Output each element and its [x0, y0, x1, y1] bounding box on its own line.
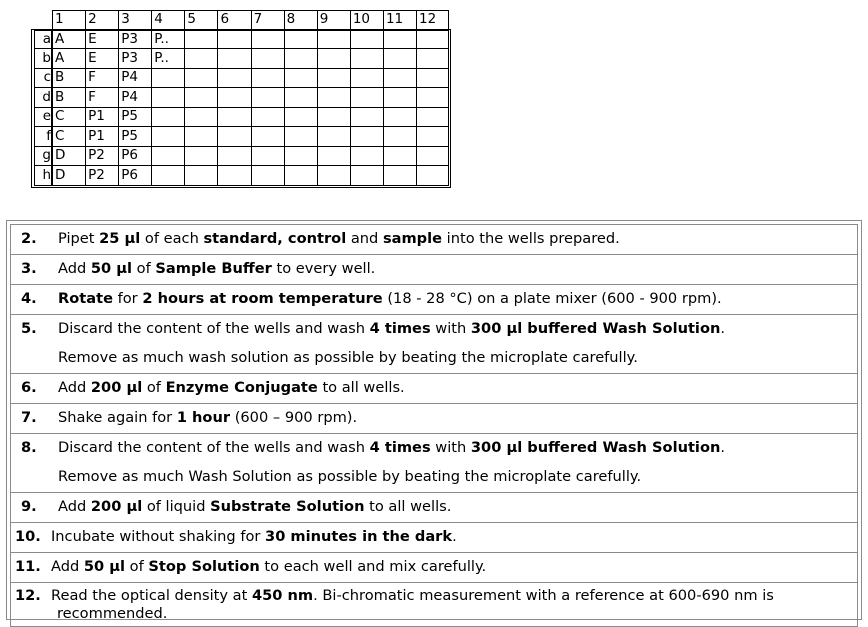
step-instruction [11, 523, 857, 552]
plate-well [350, 166, 383, 186]
step-text: of [142, 379, 166, 396]
plate-well [151, 147, 184, 167]
plate-well [416, 127, 449, 147]
plate-well [284, 147, 317, 167]
step-number: 4. [21, 290, 37, 307]
step-text: Pipet [58, 230, 100, 247]
step-text: Add [51, 558, 84, 575]
plate-corner [34, 10, 52, 30]
plate-well [383, 88, 416, 108]
step-text: Incubate without shaking for [51, 528, 266, 545]
step-text: Add [58, 379, 91, 396]
plate-well: F [85, 69, 118, 89]
plate-well: B [52, 69, 85, 89]
procedure-steps-table [10, 224, 858, 627]
plate-well [184, 108, 217, 128]
step-instruction [11, 404, 857, 433]
step-instruction [11, 225, 857, 254]
plate-well: P1 [85, 127, 118, 147]
procedure-step-row [11, 553, 858, 583]
step-text: with [430, 439, 471, 456]
plate-well [284, 30, 317, 50]
procedure-step [11, 553, 858, 583]
plate-well [251, 69, 284, 89]
step-text: of [132, 260, 156, 277]
procedure-step [11, 255, 858, 285]
step-emphasis: 25 µl [99, 230, 141, 247]
step-text: of liquid [142, 498, 211, 515]
step-text: Add [58, 260, 91, 277]
procedure-step [11, 225, 858, 255]
step-text: to all wells. [364, 498, 452, 515]
plate-well [217, 30, 250, 50]
plate-well [184, 166, 217, 186]
plate-well [151, 108, 184, 128]
plate-column-header: 1 [52, 10, 85, 30]
plate-column-header: 9 [317, 10, 350, 30]
plate-row-label: g [34, 147, 52, 167]
plate-well: P.. [151, 49, 184, 69]
plate-well [383, 147, 416, 167]
plate-well [350, 30, 383, 50]
step-emphasis: 4 times [369, 320, 431, 337]
step-text: . [720, 320, 725, 337]
plate-well [317, 30, 350, 50]
step-emphasis: 50 µl [83, 558, 126, 575]
plate-well: P.. [151, 30, 184, 50]
plate-well [383, 127, 416, 147]
step-text: of each [140, 230, 204, 247]
plate-well [217, 166, 250, 186]
plate-well [184, 49, 217, 69]
plate-well: P3 [118, 30, 151, 50]
step-number: 3. [21, 260, 37, 277]
step-text: to all wells. [317, 379, 405, 396]
plate-well: D [52, 147, 85, 167]
step-number: 6. [21, 379, 37, 396]
step-text: Remove as much Wash Solution as possible by beating the microplate carefully. [58, 468, 642, 485]
step-number: 10. [15, 528, 41, 545]
step-emphasis: Stop Solution [148, 558, 260, 575]
plate-row [34, 147, 449, 167]
step-number: 2. [21, 230, 37, 247]
step-text: for [112, 290, 143, 307]
plate-well [284, 108, 317, 128]
plate-well: B [52, 88, 85, 108]
plate-well [151, 88, 184, 108]
plate-well [184, 69, 217, 89]
procedure-step [11, 285, 858, 315]
procedure-step [11, 493, 858, 523]
plate-well [251, 88, 284, 108]
step-emphasis: 30 minutes in the dark [265, 528, 453, 545]
plate-well [284, 69, 317, 89]
plate-row [34, 127, 449, 147]
plate-well [284, 88, 317, 108]
step-emphasis: 300 µl buffered Wash Solution [470, 320, 721, 337]
step-instruction [11, 374, 857, 403]
step-instruction [11, 285, 857, 314]
step-instruction [11, 493, 857, 522]
plate-column-header: 3 [118, 10, 151, 30]
step-text: Discard the content of the wells and wash [58, 439, 370, 456]
plate-well: E [85, 49, 118, 69]
plate-well: D [52, 166, 85, 186]
microplate-layout [34, 10, 449, 186]
step-text: with [430, 320, 471, 337]
plate-well [251, 108, 284, 128]
plate-row-label: f [34, 127, 52, 147]
plate-well [416, 108, 449, 128]
plate-column-header: 7 [251, 10, 284, 30]
plate-well [416, 88, 449, 108]
step-text: to every well. [271, 260, 376, 277]
step-text: (600 – 900 rpm). [230, 409, 358, 426]
plate-well [217, 147, 250, 167]
procedure-step [11, 523, 858, 553]
step-emphasis: 450 nm [251, 587, 314, 604]
plate-row [34, 166, 449, 186]
step-instruction [11, 315, 857, 344]
plate-column-header: 2 [85, 10, 118, 30]
step-text: Discard the content of the wells and wash [58, 320, 370, 337]
plate-column-header: 12 [416, 10, 449, 30]
plate-well [251, 127, 284, 147]
plate-row-label: a [34, 30, 52, 50]
step-emphasis: 2 hours at room temperature [142, 290, 383, 307]
plate-well: P2 [85, 166, 118, 186]
step-text: of [125, 558, 149, 575]
plate-row [34, 49, 449, 69]
step-instruction [11, 255, 857, 284]
procedure-step-row [11, 434, 858, 493]
procedure-step [11, 315, 858, 374]
plate-row [34, 88, 449, 108]
procedure-step [11, 404, 858, 434]
plate-well [284, 166, 317, 186]
step-text: . Bi-chromatic measurement with a reference at 600-690 nm is [313, 587, 774, 604]
plate-well: P4 [118, 88, 151, 108]
plate-well: P2 [85, 147, 118, 167]
step-text: (18 - 28 °C) on a plate mixer (600 - 900 rpm). [382, 290, 722, 307]
plate-well [151, 166, 184, 186]
procedure-step-row [11, 493, 858, 523]
plate-row [34, 108, 449, 128]
plate-well: F [85, 88, 118, 108]
step-emphasis: 4 times [369, 439, 431, 456]
plate-row-label: c [34, 69, 52, 89]
step-emphasis: Rotate [58, 290, 113, 307]
step-number: 7. [21, 409, 37, 426]
plate-well [151, 127, 184, 147]
plate-well: P3 [118, 49, 151, 69]
procedure-step-row [11, 285, 858, 315]
step-emphasis: 1 hour [176, 409, 231, 426]
procedure-step-row [11, 255, 858, 285]
plate-well [350, 88, 383, 108]
plate-well [317, 127, 350, 147]
plate-well [416, 49, 449, 69]
procedure-step [11, 374, 858, 404]
plate-well [217, 108, 250, 128]
plate-well: P1 [85, 108, 118, 128]
step-text: and [346, 230, 383, 247]
plate-well [217, 127, 250, 147]
plate-well [151, 69, 184, 89]
plate-well [416, 147, 449, 167]
plate-well [350, 147, 383, 167]
plate-well: E [85, 30, 118, 50]
plate-well [184, 88, 217, 108]
step-instruction [11, 553, 857, 582]
procedure-step-row [11, 523, 858, 553]
plate-well [383, 108, 416, 128]
plate-column-header: 11 [383, 10, 416, 30]
step-text: to each well and mix carefully. [259, 558, 487, 575]
step-instruction-continued [11, 344, 857, 373]
plate-well: C [52, 108, 85, 128]
plate-well [184, 127, 217, 147]
procedure-step [11, 583, 858, 627]
plate-well [416, 69, 449, 89]
plate-well [317, 147, 350, 167]
plate-well: P6 [118, 166, 151, 186]
step-text: . [452, 528, 457, 545]
step-emphasis: 200 µl [90, 379, 143, 396]
plate-well [383, 49, 416, 69]
plate-well: C [52, 127, 85, 147]
plate-column-header: 5 [184, 10, 217, 30]
step-emphasis: Sample Buffer [155, 260, 272, 277]
plate-well [184, 147, 217, 167]
plate-well: A [52, 30, 85, 50]
plate-well [350, 108, 383, 128]
plate-well [350, 69, 383, 89]
plate-well [317, 166, 350, 186]
step-emphasis: sample [382, 230, 443, 247]
step-number: 9. [21, 498, 37, 515]
plate-well [317, 88, 350, 108]
step-emphasis: 200 µl [90, 498, 143, 515]
plate-header-row [34, 10, 449, 30]
step-emphasis: Substrate Solution [210, 498, 365, 515]
plate-well [251, 30, 284, 50]
procedure-step-row [11, 225, 858, 255]
procedure-step [11, 434, 858, 493]
step-number: 12. [15, 587, 41, 604]
plate-column-header: 6 [217, 10, 250, 30]
plate-well [251, 49, 284, 69]
procedure-step-row [11, 404, 858, 434]
step-instruction-continued [11, 463, 857, 492]
plate-well [416, 30, 449, 50]
step-number: 11. [15, 558, 41, 575]
plate-well [317, 49, 350, 69]
plate-row [34, 69, 449, 89]
plate-well [416, 166, 449, 186]
plate-well: P4 [118, 69, 151, 89]
plate-row-label: h [34, 166, 52, 186]
plate-column-header: 4 [151, 10, 184, 30]
step-instruction [11, 583, 857, 626]
plate-well [251, 147, 284, 167]
step-text: Remove as much wash solution as possible by beating the microplate carefully. [58, 349, 638, 366]
step-number: 5. [21, 320, 37, 337]
step-text: . [720, 439, 725, 456]
plate-well [383, 69, 416, 89]
step-text: Read the optical density at [51, 587, 252, 604]
plate-well [217, 69, 250, 89]
plate-well [184, 30, 217, 50]
step-text: recommended. [57, 605, 168, 622]
step-instruction [11, 434, 857, 463]
plate-well [284, 127, 317, 147]
plate-well: P5 [118, 127, 151, 147]
step-text: into the wells prepared. [442, 230, 620, 247]
step-emphasis: 50 µl [90, 260, 133, 277]
plate-well [284, 49, 317, 69]
plate-well [317, 108, 350, 128]
step-number: 8. [21, 439, 37, 456]
plate-well [350, 127, 383, 147]
plate-well: A [52, 49, 85, 69]
step-text: Add [58, 498, 91, 515]
plate-well [383, 30, 416, 50]
plate-column-header: 8 [284, 10, 317, 30]
plate-well: P6 [118, 147, 151, 167]
plate-well [217, 88, 250, 108]
plate-well [383, 166, 416, 186]
plate-well [251, 166, 284, 186]
procedure-step-row [11, 374, 858, 404]
step-emphasis: standard, control [203, 230, 347, 247]
plate-row-label: e [34, 108, 52, 128]
procedure-step-row [11, 583, 858, 627]
plate-column-header: 10 [350, 10, 383, 30]
plate-row [34, 30, 449, 50]
plate-row-label: d [34, 88, 52, 108]
plate-well: P5 [118, 108, 151, 128]
plate-row-label: b [34, 49, 52, 69]
step-emphasis: 300 µl buffered Wash Solution [470, 439, 721, 456]
plate-well [317, 69, 350, 89]
step-wrap-line [51, 605, 167, 622]
step-text: Shake again for [58, 409, 177, 426]
plate-well [350, 49, 383, 69]
step-emphasis: Enzyme Conjugate [165, 379, 318, 396]
procedure-step-row [11, 315, 858, 374]
plate-well [217, 49, 250, 69]
